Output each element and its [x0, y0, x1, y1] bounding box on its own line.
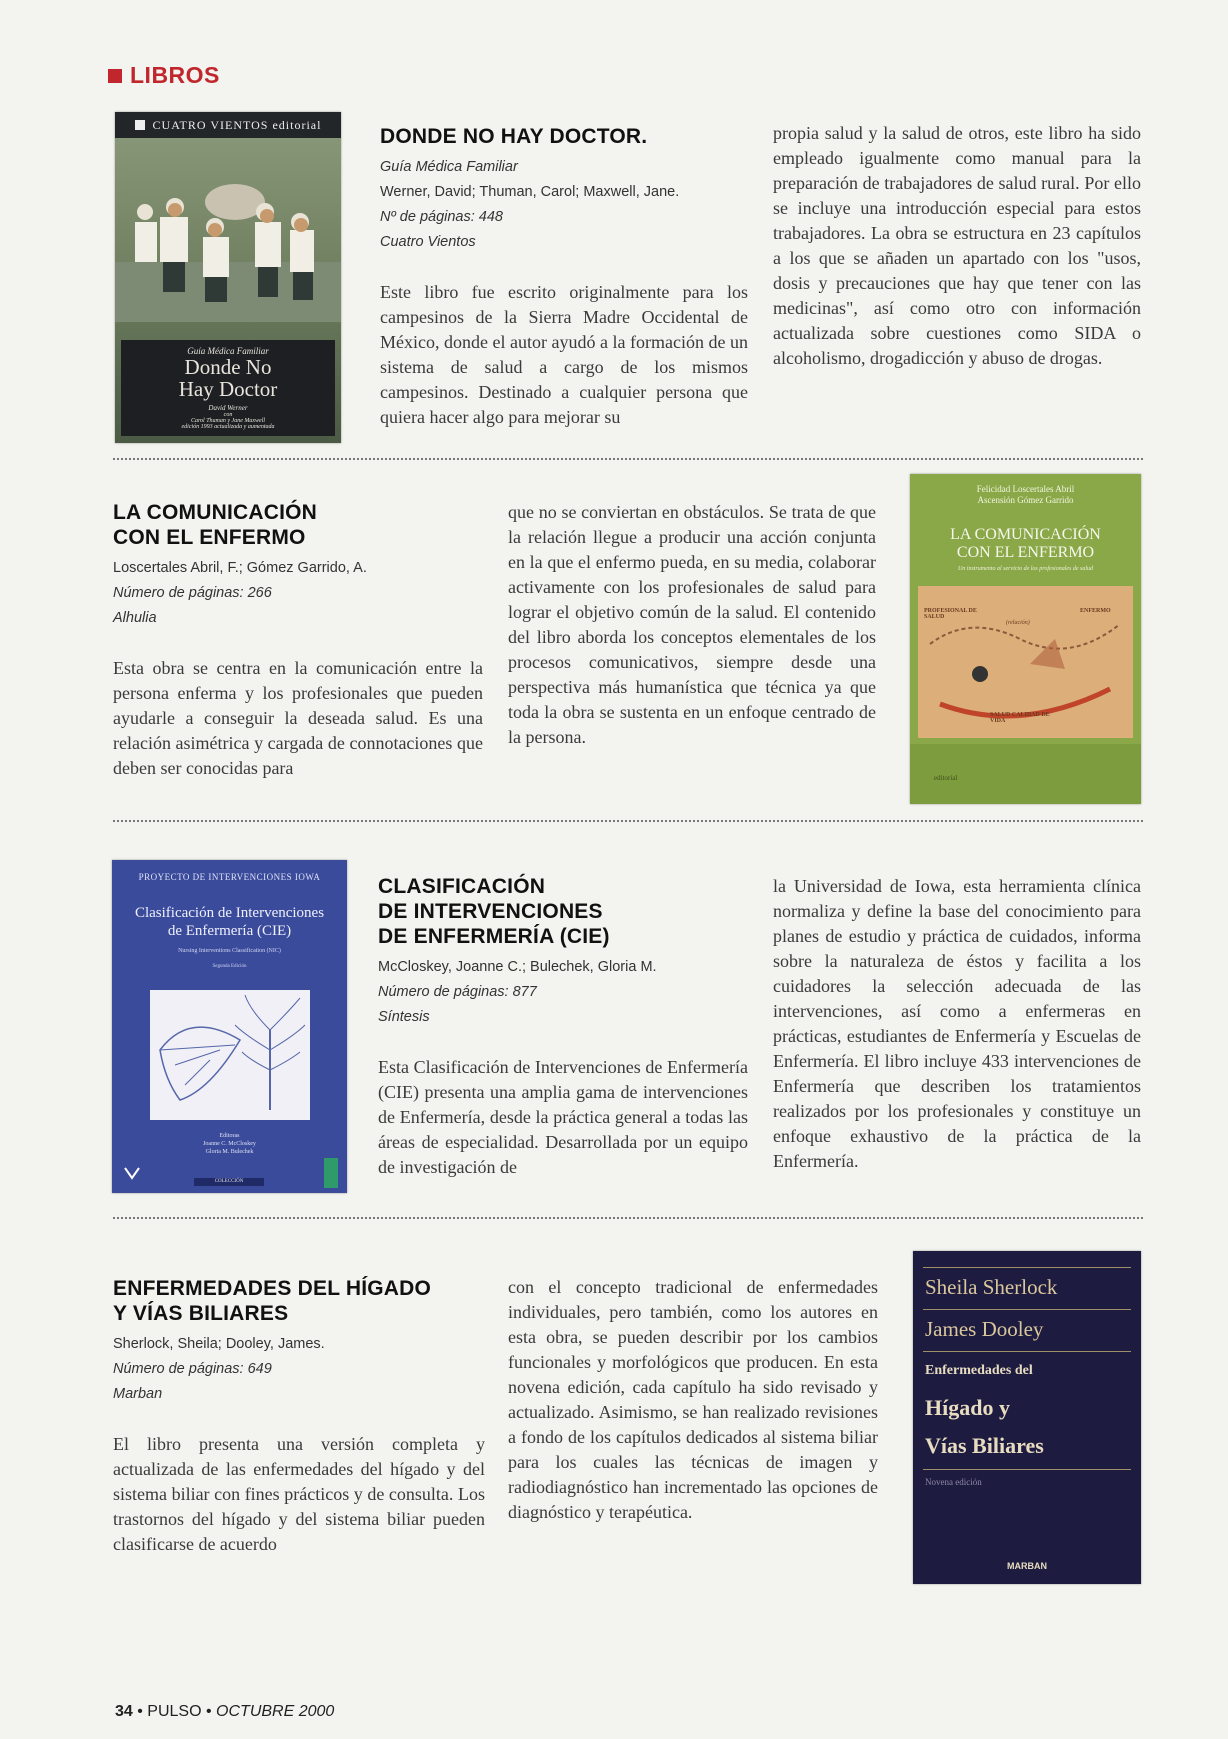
book-description-col2-container	[773, 874, 1141, 1174]
cover-edition: Novena edición	[925, 1477, 982, 1487]
book-title: DONDE NO HAY DOCTOR.	[380, 125, 648, 148]
cover-rule	[923, 1309, 1131, 1310]
book-publisher: Alhulia	[113, 610, 157, 626]
cover-title-line-2: Vías Biliares	[925, 1433, 1044, 1458]
book-publisher: Cuatro Vientos	[380, 234, 476, 250]
cover-tagline: Un instrumento al servicio de los profesionales de salud	[957, 566, 1094, 572]
cover-pre-title: Enfermedades del	[925, 1363, 1033, 1378]
book-pages: Número de páginas: 877	[378, 984, 537, 1000]
cover-illustration	[910, 474, 1141, 804]
cover-coauthors: Carol Thuman y Jane Maxwell	[190, 418, 266, 424]
book-title: CLASIFICACIÓN DE INTERVENCIONES DE ENFERMERÍA (CIE)	[378, 875, 610, 948]
cover-publisher-name: CUATRO VIENTOS editorial	[152, 117, 322, 132]
cover-label-right: ENFERMO	[1080, 608, 1111, 614]
cover-editors: Editoras Joanne C. McCloskey Gloria M. Bulechek	[203, 1133, 256, 1155]
cover-edition: edición 1993 actualizada y aumentada	[181, 424, 275, 430]
cover-publisher-bar	[115, 112, 341, 138]
book-authors: Sherlock, Sheila; Dooley, James.	[113, 1336, 325, 1352]
cover-rule	[923, 1267, 1131, 1268]
cover-label-center: (relación)	[1006, 620, 1030, 626]
cover-title: Clasificación de Intervenciones de Enfermería (CIE)	[134, 905, 325, 939]
cover-top-line: PROYECTO DE INTERVENCIONES IOWA	[138, 872, 321, 882]
plant-illustration	[150, 990, 310, 1120]
book-description-col2: con el concepto tradicional de enfermedades individuales, pero también, como los autores en esta obra, se pueden describir por los cambios funcionales y morfológicos que producen. En esta novena edición, cada capítulo ha sido revisado y actualizado. Asimismo, se han realizado revisiones a fondo de los capítulos dedicados al sistema biliar para los cuales las técnicas de imagen y radiodiagnóstico han incrementado las opciones de diagnóstico y terapéutica.	[508, 1277, 878, 1522]
cover-publisher: MARBAN	[1007, 1561, 1047, 1571]
footer-bullet: •	[206, 1703, 217, 1720]
cover-title-line-1: Hígado y	[925, 1395, 1010, 1420]
book-title: ENFERMEDADES DEL HÍGADO Y VÍAS BILIARES	[113, 1277, 432, 1325]
cover-collection: COLECCIÓN	[194, 1178, 264, 1186]
book-title: LA COMUNICACIÓN CON EL ENFERMO	[113, 501, 318, 549]
book-cover-enfermedades-higado	[913, 1251, 1141, 1584]
book-description-col2-container	[773, 121, 1141, 371]
cover-title-box	[121, 340, 335, 436]
book-cover-clasificacion	[112, 860, 347, 1193]
book-subtitle: Guía Médica Familiar	[380, 159, 518, 175]
book-description-col1: El libro presenta una versión completa y actualizada de las enfermedades del hígado y del sistema biliar con fines prácticos y de consulta. Los trastornos del hígado y del sistema biliar pueden clasificarse de acuerdo	[113, 1434, 485, 1554]
book-publisher: Síntesis	[378, 1009, 430, 1025]
issue-date: OCTUBRE 2000	[216, 1703, 335, 1720]
section-label	[108, 62, 220, 89]
page-number: 34	[115, 1703, 133, 1720]
cover-title: LA COMUNICACIÓN CON EL ENFERMO	[950, 526, 1101, 561]
cover-label-left: PROFESIONAL DE SALUD	[924, 608, 977, 620]
cover-authors: Felicidad Loscertales Abril Ascensión Gómez Garrido	[976, 484, 1075, 505]
book-publisher: Marban	[113, 1386, 163, 1402]
book-description-col2: la Universidad de Iowa, esta herramienta clínica normaliza y define la base del conocimiento para planes de estudio y práctica de cuidados, informa sobre la naturaleza de éstos y facilita a los cuidadores la selección adecuada de las intervenciones, así como a enfermeras en prácticas, estudiantes de Enfermería y Escuelas de Enfermería. El libro incluye 433 intervenciones de Enfermería que describen los tratamientos realizados por los profesionales y constituye un enfoque exhaustivo de la práctica de la Enfermería.	[773, 876, 1141, 1171]
book-description-col2-container	[508, 1275, 878, 1525]
book-authors: Werner, David; Thuman, Carol; Maxwell, Jane.	[380, 184, 680, 200]
book-pages: Nº de páginas: 448	[380, 209, 503, 225]
publisher-badge-icon	[324, 1158, 338, 1188]
section-title: LIBROS	[130, 62, 220, 88]
book-description-col1: Este libro fue escrito originalmente para los campesinos de la Sierra Madre Occidental de México, donde el autor ayudó a la formación de un sistema de salud a cargo de los mismos campesinos. Destinado a cualquier persona que quiera hacer algo para mejorar su	[380, 282, 748, 427]
cover-author-2: James Dooley	[925, 1317, 1044, 1341]
book-authors: McCloskey, Joanne C.; Bulechek, Gloria M.	[378, 959, 657, 975]
cover-edition: Segunda Edición	[212, 964, 247, 969]
cover-rule	[923, 1351, 1131, 1352]
book-authors: Loscertales Abril, F.; Gómez Garrido, A.	[113, 560, 367, 576]
book-pages: Número de páginas: 266	[113, 585, 272, 601]
divider	[113, 820, 1143, 822]
book-info-enfermedades-higado	[113, 1276, 485, 1557]
cover-author-1: Sheila Sherlock	[925, 1275, 1058, 1299]
cover-con: con	[223, 412, 233, 418]
cover-series: Guía Médica Familiar	[187, 346, 269, 356]
book-pages: Número de páginas: 649	[113, 1361, 272, 1377]
cover-publisher: editorial	[934, 774, 958, 782]
divider	[113, 458, 1143, 460]
section-square-icon	[108, 69, 122, 83]
cover-title-line-2: Hay Doctor	[178, 377, 278, 401]
publisher-logo-icon	[124, 1166, 140, 1180]
publisher-logo-icon	[135, 120, 145, 130]
page-footer	[115, 1703, 334, 1721]
book-info-donde-no-hay-doctor	[380, 124, 748, 430]
book-description-col1: Esta obra se centra en la comunicación entre la persona enferma y los profesionales que pueden ayudarle a conseguir la deseada salud. Es una relación asimétrica y cargada de connotaciones que deben ser conocidas para	[113, 658, 483, 778]
book-description-col2-container	[508, 500, 876, 750]
book-cover-donde-no-hay-doctor	[115, 112, 341, 443]
book-info-clasificacion	[378, 874, 748, 1180]
footer-bullet: •	[137, 1703, 148, 1720]
book-cover-la-comunicacion	[910, 474, 1141, 804]
cover-rule	[923, 1469, 1131, 1470]
cover-author: David Werner	[208, 404, 248, 412]
divider	[113, 1217, 1143, 1219]
magazine-name: PULSO	[147, 1703, 202, 1720]
cover-title-line-1: Donde No	[184, 355, 272, 379]
cover-illustration	[150, 990, 310, 1120]
book-description-col2: que no se conviertan en obstáculos. Se trata de que la relación llegue a producir una acción conjunta en la que el enfermo pueda, en su media, colaborar activamente con los profesionales de salud para lograr el objetivo común de la salud. El contenido del libro aborda los conceptos elementales de los procesos comunicativos, siempre desde una perspectiva más humanística que técnica ya que toda la obra se sustenta en un enfoque centrado de la persona.	[508, 502, 876, 747]
book-description-col2: propia salud y la salud de otros, este libro ha sido empleado igualmente como manual para la preparación de trabajadores de salud rural. Por ello se incluye una introducción especial para estos trabajadores. La obra se estructura en 23 capítulos a los que se añaden un apartado con los "usos, dosis y precauciones que hay que tener con las medicinas", así como otro con información actualizada sobre cuestiones como SIDA o alcoholismo, drogadicción y abuso de drogas.	[773, 123, 1141, 368]
cover-english-title: Nursing Interventions Classification (NIC)	[178, 948, 281, 954]
cover-label-bottom: SALUD CALIDAD DE VIDA	[990, 712, 1050, 724]
book-info-la-comunicacion	[113, 500, 483, 781]
book-description-col1: Esta Clasificación de Intervenciones de Enfermería (CIE) presenta una amplia gama de intervenciones de Enfermería, desde la práctica general a todas las áreas de especialidad. Desarrollada por un equipo de investigación de	[378, 1057, 748, 1177]
